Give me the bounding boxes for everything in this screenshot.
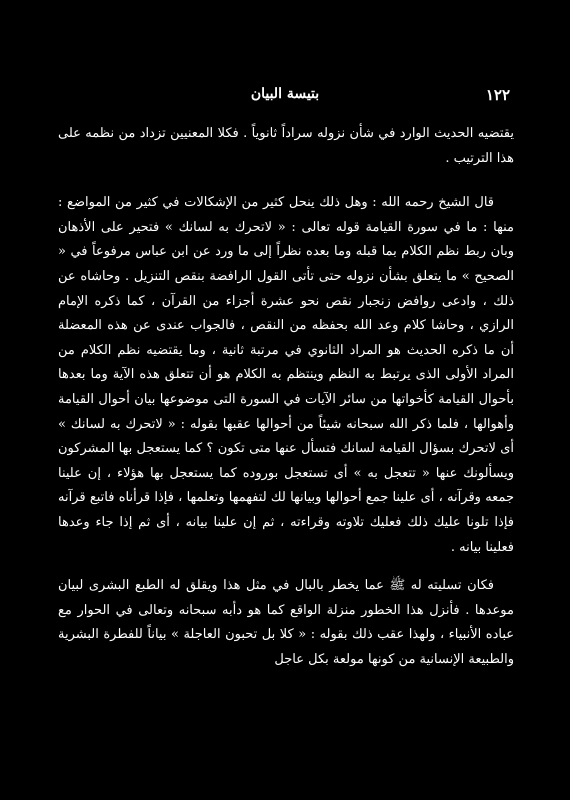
page-number: ١٢٢ bbox=[485, 86, 510, 104]
paragraph-consolation: فكان تسليته له ﷺ عما يخطر بالبال في مثل هذا ويقلق له الطبع البشرى لبيان موعدها . فأنزل هذا الخطور منزلة الواقع كما هو دأبه سبحانه وتعالى في الحوار مع عباده الأنبياء ، ولهذا عقب ذلك بقوله : « كلا بل تحبون العاجلة » بياناً للفطرة البشرية والطبيعة الإنسانية من كونها مولعة بكل عاجل bbox=[58, 578, 514, 667]
body-text bbox=[58, 122, 514, 672]
running-header bbox=[60, 86, 510, 110]
paragraph-shaykh-quote: قال الشيخ رحمه الله : وهل ذلك ينحل كثير من الإشكالات في كثير من المواضع : منها : ما في سورة القيامة قوله تعالى : « لاتحرك به لسانك » فتحير على الأذهان وبان ربط نظم الكلام بما قبله وما بعده نظراً إلى ما ورد عن ابن عباس مرفوعاً في « الصحيح » ما يتعلق بشأن نزوله حتى تأتى القول الرافضة بنقص التنزيل . وحاشاه عن ذلك ، وادعى روافض زنجبار نقص نحو عشرة أجزاء من القرآن ، كما ذكره الإمام الرازي ، وحاشا كلام وعد الله بحفظه من النقص ، فالجواب عندى عن هذه المعضلة أن ما ذكره الحديث هو المراد الثانوي في مرتبة ثانية ، وما يقتضيه نظم الكلام من المراد الأولى الذى يرتبط به النظم وينتظم به الكلام هو أن تتعلق هذه الآية وما بعدها بأحوال القيامة كأخواتها من سائر الآيات في السورة التى موضوعها بيان أحوال القيامة وأهوالها ، فلما ذكر الله سبحانه شيئاً من أحوالها عقبها بقوله : « لاتحرك به لسانك » أى لاتحرك بسؤال القيامة لسانك فتسأل عنها متى تكون ؟ كما يستعجل بها المشركون ويسألونك عنها « تتعجل به » أى تستعجل بوروده كما يستعجل بها هؤلاء ، إن علينا جمعه وقرآنه ، أى علينا جمع أحوالها وبيانها لك لتفهمها وتعلمها ، فإذا قرأناه فاتبع قرآنه فإذا تلونا عليك ذلك فعليك تلاوته وقراءته ، ثم إن علينا بيانه ، أى ثم إذا جاء وعدها فعلينا بيانه . bbox=[58, 195, 514, 555]
paragraph-continuation: يقتضيه الحديث الوارد في شأن نزوله سراداً ثانوياً . فكلا المعنيين تزداد من نظمه على هذا الترتيب . bbox=[58, 126, 514, 166]
running-title: بتيسة البيان bbox=[250, 86, 320, 102]
